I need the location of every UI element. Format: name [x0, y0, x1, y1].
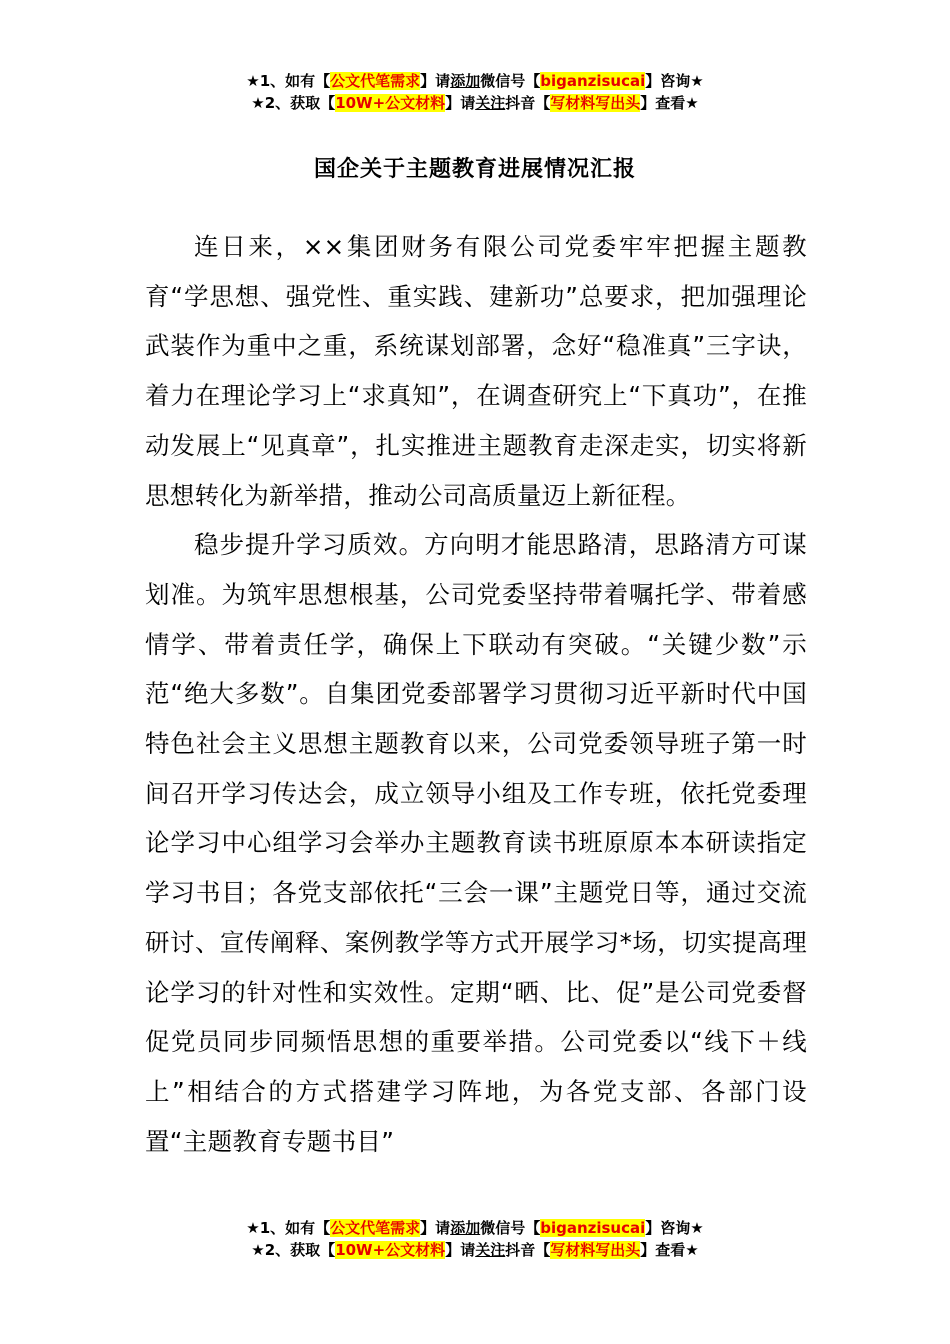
- banner-highlight: 写材料写出头: [550, 94, 641, 112]
- banner-highlight: 10W+公文材料: [335, 94, 446, 112]
- banner-highlight: biganzisucai: [540, 1219, 646, 1237]
- paragraph-2: 稳步提升学习质效。方向明才能思路清，思路清方可谋划准。为筑牢思想根基，公司党委坚持带着嘱托学、带着感情学、带着责任学，确保上下联动有突破。“关键少数”示范“绝大多数”。自集团党委部署学习贯彻习近平新时代中国特色社会主义思想主题教育以来，公司党委领导班子第一时间召开学习传达会，成立领导小组及工作专班，依托党委理论学习中心组学习会举办主题教育读书班原原本本研读指定学习书目；各党支部依托“三会一课”主题党日等，通过交流研讨、宣传阐释、案例教学等方式开展学习*场，切实提高理论学习的针对性和实效性。定期“晒、比、促”是公司党委督促党员同步同频悟思想的重要举措。公司党委以“线下＋线上”相结合的方式搭建学习阵地，为各党支部、各部门设置“主题教育专题书目”: [145, 530, 807, 1156]
- banner-line-1: ★1、如有【公文代笔需求】请添加微信号【biganzisucai】咨询★: [246, 1219, 704, 1237]
- document-title: 国企关于主题教育进展情况汇报: [313, 157, 636, 182]
- footer-banner: [0, 1217, 950, 1261]
- banner-highlight: 公文代笔需求: [330, 1219, 421, 1237]
- banner-highlight: 公文代笔需求: [330, 72, 421, 90]
- banner-line-2: ★2、获取【10W+公文材料】请关注抖音【写材料写出头】查看★: [251, 1241, 699, 1259]
- document-body: [145, 222, 807, 1166]
- banner-highlight: biganzisucai: [540, 72, 646, 90]
- banner-line-1: ★1、如有【公文代笔需求】请添加微信号【biganzisucai】咨询★: [246, 72, 704, 90]
- banner-line-2: ★2、获取【10W+公文材料】请关注抖音【写材料写出头】查看★: [251, 94, 699, 112]
- header-banner: [0, 70, 950, 114]
- banner-highlight: 10W+公文材料: [335, 1241, 446, 1259]
- banner-highlight: 写材料写出头: [550, 1241, 641, 1259]
- paragraph-1: 连日来，××集团财务有限公司党委牢牢把握主题教育“学思想、强党性、重实践、建新功”总要求，把加强理论武装作为重中之重，系统谋划部署，念好“稳准真”三字诀，着力在理论学习上“求真知”，在调查研究上“下真功”，在推动发展上“见真章”，扎实推进主题教育走深走实，切实将新思想转化为新举措，推动公司高质量迈上新征程。: [145, 232, 807, 510]
